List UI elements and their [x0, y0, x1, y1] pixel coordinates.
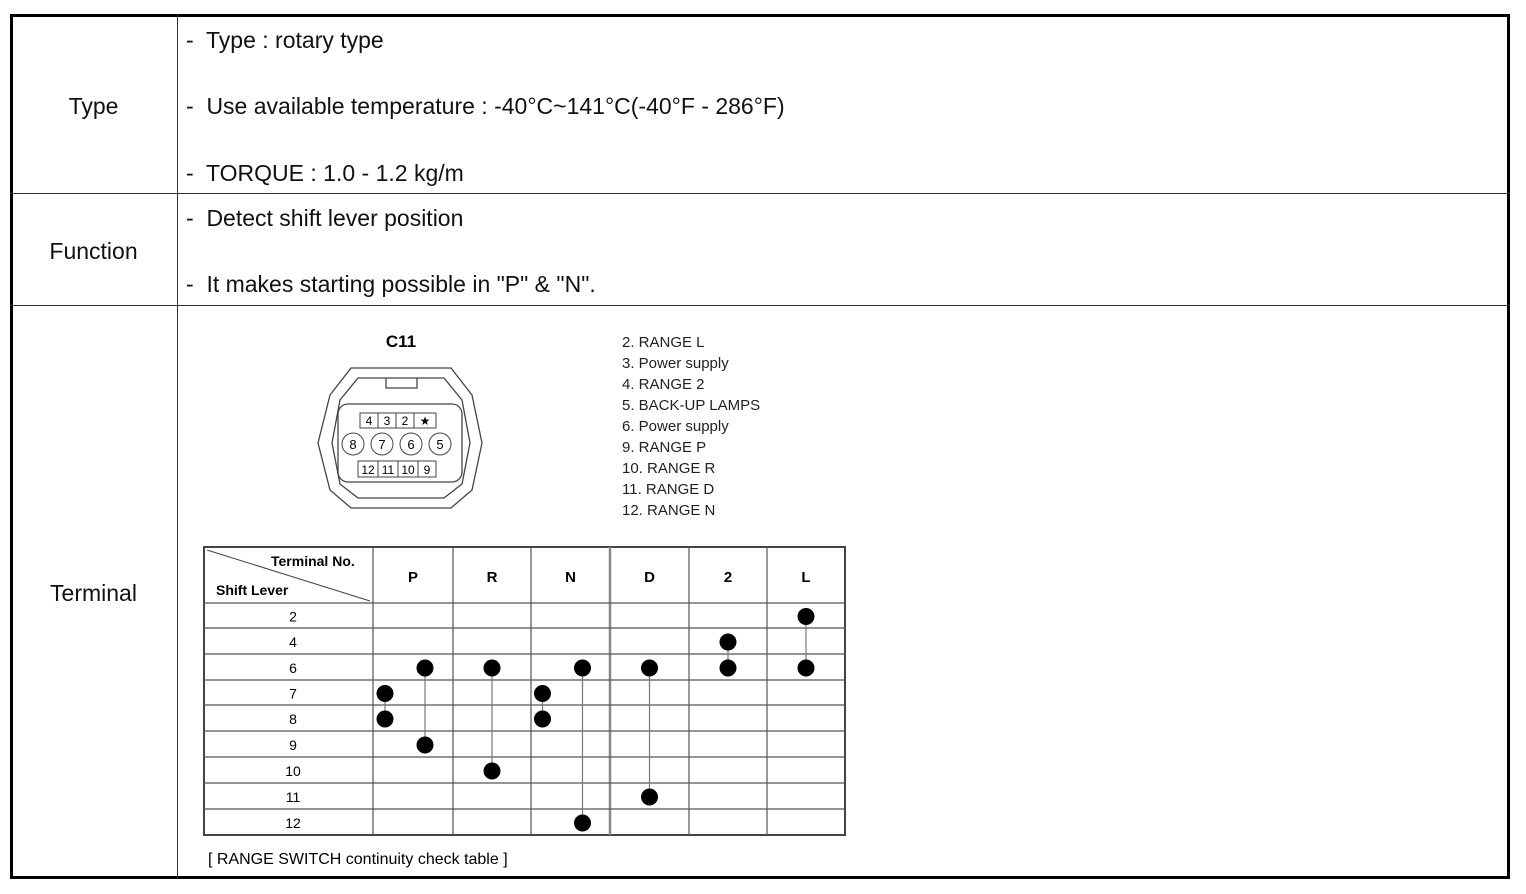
column-header: P — [407, 569, 419, 586]
pin-legend-item: 2. RANGE L — [622, 334, 705, 351]
pin-legend-item: 4. RANGE 2 — [622, 376, 705, 393]
pin-label: 2 — [401, 414, 409, 428]
continuity-dot — [417, 660, 434, 677]
continuity-dot — [377, 685, 394, 702]
continuity-dot — [574, 660, 591, 677]
pin-legend — [622, 334, 760, 519]
continuity-dot — [720, 660, 737, 677]
continuity-dot — [484, 660, 501, 677]
type-line: - TORQUE : 1.0 - 1.2 kg/m — [186, 160, 464, 186]
continuity-dot — [720, 634, 737, 651]
pin-legend-item: 6. Power supply — [622, 418, 729, 435]
pin-row-bottom — [358, 461, 436, 477]
shift-lever-header: Shift Lever — [216, 582, 289, 598]
continuity-table-grid — [204, 547, 845, 835]
pin-legend-item: 9. RANGE P — [622, 439, 707, 456]
pin-row-top — [360, 413, 436, 428]
continuity-dot — [534, 685, 551, 702]
column-header: N — [565, 569, 576, 586]
row-label-function: Function — [49, 238, 138, 264]
type-line: - Use available temperature : -40°C~141°C(-40°F - 286°F) — [186, 93, 785, 119]
pin-label: 7 — [378, 437, 386, 452]
table-caption: [ RANGE SWITCH continuity check table ] — [208, 851, 508, 868]
pin-legend-item: 5. BACK-UP LAMPS — [622, 397, 761, 414]
column-header: L — [801, 569, 811, 586]
pin-label: 5 — [436, 437, 444, 452]
row-header: 10 — [285, 763, 301, 779]
function-line: - It makes starting possible in "P" & "N". — [186, 271, 596, 297]
continuity-dot — [641, 789, 658, 806]
pin-label: 4 — [365, 414, 373, 428]
row-header: 2 — [289, 608, 297, 625]
pin-label: 9 — [423, 463, 431, 477]
pin-legend-item: 11. RANGE D — [622, 481, 715, 498]
continuity-dot — [574, 815, 591, 832]
connector-outline — [318, 368, 482, 508]
continuity-marks — [377, 608, 815, 832]
continuity-dot — [484, 763, 501, 780]
continuity-dot — [534, 711, 551, 728]
row-header: 4 — [289, 634, 297, 650]
column-header: 2 — [723, 569, 733, 586]
row-header: 11 — [285, 789, 301, 805]
row-header: 6 — [289, 660, 297, 676]
column-header: D — [644, 569, 655, 586]
function-line: - Detect shift lever position — [186, 205, 464, 231]
column-header: R — [486, 569, 498, 586]
pin-label: 8 — [349, 437, 357, 452]
type-line: - Type : rotary type — [186, 27, 384, 53]
connector-title: C11 — [385, 332, 417, 351]
continuity-dot — [798, 660, 815, 677]
pin-label: 12 — [361, 463, 375, 477]
row-label-terminal: Terminal — [50, 580, 137, 606]
pin-legend-item: 12. RANGE N — [622, 502, 716, 519]
continuity-dot — [417, 737, 434, 754]
continuity-dot — [377, 711, 394, 728]
pin-legend-item: 3. Power supply — [622, 355, 729, 372]
row-header: 12 — [285, 815, 301, 831]
row-header: 7 — [289, 685, 297, 702]
row-header: 9 — [289, 737, 297, 753]
pin-label: ★ — [419, 414, 431, 428]
pin-label: 10 — [401, 463, 415, 477]
row-header: 8 — [289, 711, 297, 727]
pin-row-middle — [342, 433, 451, 455]
pin-label: 11 — [381, 463, 395, 477]
pin-label: 6 — [407, 437, 415, 452]
pin-label: 3 — [383, 414, 391, 428]
continuity-dot — [798, 608, 815, 625]
terminal-no-header: Terminal No. — [271, 553, 355, 569]
continuity-dot — [641, 660, 658, 677]
row-label-type: Type — [68, 93, 119, 119]
pin-legend-item: 10. RANGE R — [622, 460, 716, 477]
